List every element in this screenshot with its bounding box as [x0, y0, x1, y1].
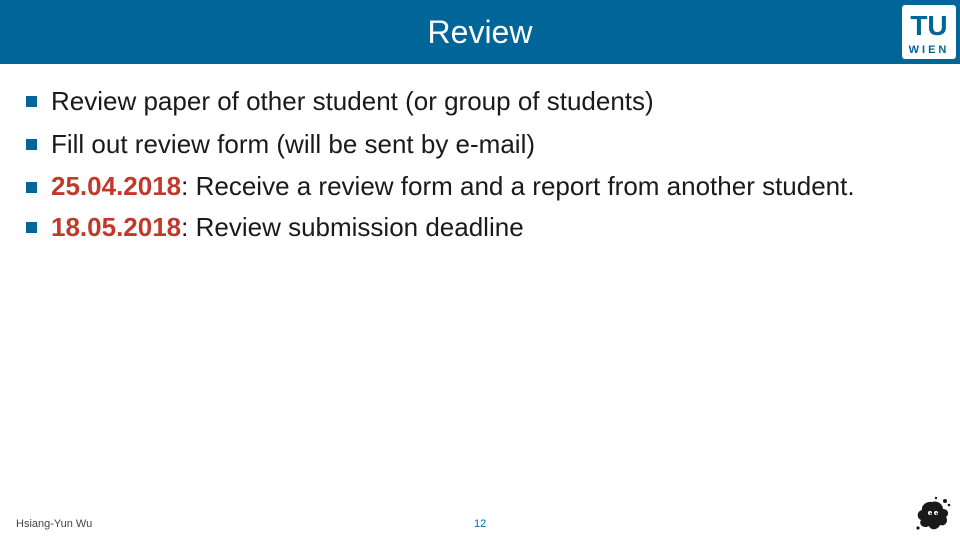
bullet-date: 18.05.2018: [51, 212, 182, 242]
logo-text-wien: WIEN: [908, 44, 950, 56]
logo-text-tu: TU: [910, 10, 948, 41]
bullet-text: Receive a review form and a report from another student.: [195, 171, 855, 201]
bullet-item: [26, 166, 906, 206]
bullet-item: [26, 80, 906, 123]
bullet-item: [26, 123, 906, 166]
bullet-marker-icon: [26, 222, 37, 233]
bullet-text: Review submission deadline: [195, 212, 524, 242]
bullet-item: [26, 206, 906, 249]
bullet-date: 25.04.2018: [51, 171, 182, 201]
bullet-list: [26, 80, 906, 249]
footer-author: Hsiang-Yun Wu: [16, 518, 93, 530]
bullet-text: Fill out review form (will be sent by e-mail): [51, 129, 536, 159]
page-number: 12: [474, 518, 487, 530]
bullet-marker-icon: [26, 96, 37, 107]
tu-wien-logo: [900, 3, 958, 61]
bullet-marker-icon: [26, 182, 37, 193]
bullet-text: Review paper of other student (or group of students): [51, 86, 654, 116]
bullet-separator: :: [181, 212, 196, 242]
slide-title: Review: [427, 14, 533, 50]
bullet-separator: :: [181, 171, 196, 201]
bullet-marker-icon: [26, 139, 37, 150]
paint-splash-icon: [912, 494, 952, 534]
slide-header: [0, 0, 960, 64]
